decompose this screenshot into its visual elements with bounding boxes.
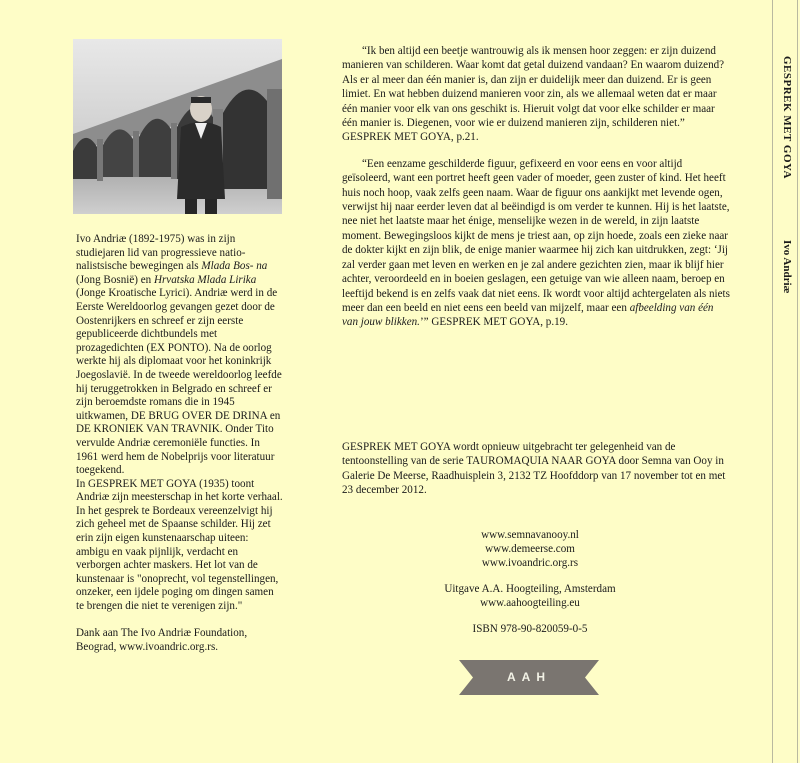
spine-divider-left: [772, 0, 773, 763]
quote-text: ’” GESPREK MET GOYA, p.19.: [419, 316, 568, 329]
bio-paragraph-1: [76, 233, 284, 478]
quote-2: [342, 157, 732, 330]
quote-text: “Een eenzame geschilderde figuur, gefixeerd en voor eens en voor altijd geïsoleerd, want een portret heeft geen vader of moeder, geen zuster of kind. Het heeft huis noch hoop, vaak zelfs geen naam. Waar de figuur ons aankijkt met levende ogen, verwijst hij naar eerder leven dat al beëindigd is om verder te kunnen. Hij is het laatste, nee niet het laatste maar het énige, menselijke wezen in de wereld, in zijn laatste moment. Bewegingsloos kijkt de mens je triest aan, op zijn hoede, zoals een zieke naar de dokter kijkt en zijn blik, de enige manier waarmee hij zich kan uitdrukken, zegt: ‘Jij zal verder gaan met leven en werken en je zal andere gezichten zien, maar ik blijf hier achter, veroordeeld en in boeien geslagen, een getuige van wie alleen naam, beroep en leeftijd bekend is en zelfs vaak dat niet eens. Ik wordt voor altijd achtergelaten als niets meer dan een beeld en niet eens een beeld van mijzelf, maar een: [342, 157, 730, 314]
link-semnavanooy[interactable]: www.semnavanooy.nl: [481, 529, 579, 541]
bio-paragraph-2: In GESPREK MET GOYA (1935) toont Andriæ zijn meesterschap in het korte verhaal. In het gesprek te Bordeaux vereenzelvigt hij zich geheel met de Spaanse schilder. Hij zet erin zijn eigen kunstenaarschap uiteen: ambigu en vaak pijnlijk, verdacht en verborgen achter maskers. Het lot van de kunstenaar is "onoprecht, vol tegenstellingen, onzeker, een ijdele poging om dingen samen te brengen die niet te verenigen zijn.": [76, 477, 283, 613]
spine-author: Ivo Andriæ: [781, 240, 793, 294]
bio-text: (Jong Bosnië) en: [76, 273, 154, 286]
quotes-column: [342, 44, 732, 330]
isbn: ISBN 978-90-820059-0-5: [472, 623, 588, 635]
credits-block: [410, 528, 650, 636]
spine-divider-right: [797, 0, 798, 763]
thanks-note: Dank aan The Ivo Andriæ Foundation, Beograd, www.ivoandric.org.rs.: [76, 627, 248, 653]
publisher-line: Uitgave A.A. Hoogteiling, Amsterdam: [444, 583, 616, 595]
quote-1: “Ik ben altijd een beetje wantrouwig als ik mensen hoor zeggen: er zijn duizend manieren van schilderen. Waar komt dat getal duizend vandaan? En waarom duizend? Als er al meer dan één manier is, dan zijn er duidelijk meer dan duizend. Er is geen limiet. En wat hebben duizend manieren voor zin, als we allemaal weten dat er maar één manier voor elk van ons geschikt is. Hieruit volgt dat voor elke schilder er maar één manier is. Diegenen, voor wie er duizend manieren zijn, schilderen niet.” GESPREK MET GOYA, p.21.: [342, 45, 725, 144]
quote-italic: afbeelding van één van jouw blikken.: [342, 301, 714, 329]
bio-italic-title: Hrvatska Mlada Lirika: [153, 273, 257, 286]
bio-text: (Jonge Kroatische Lyrici). Andriæ werd in de Eerste Wereldoorlog gevangen gezet door de Oostenrijkers en schreef er zijn eerste gepubliceerde dichtbundels met prozagedichten (EX PONTO). Na de oorlog werkte hij als diplomaat voor het koninkrijk Joegoslavië. In de tweede wereldoorlog leefde hij teruggetrokken in Belgrado en schreef er zijn beroemdste romans die in 1945 uitkwamen, DE BRUG OVER DE DRINA en DE KRONIEK VAN TRAVNIK. Onder Tito vervulde Andriæ ceremoniële functies. In 1961 werd hem de Nobelprijs voor literatuur toegekend.: [76, 287, 282, 477]
bio-italic-title: Mlada Bos- na: [201, 260, 268, 273]
spine-title: GESPREK MET GOYA: [781, 56, 793, 179]
logo-text: AAH: [507, 670, 551, 684]
author-biography: [76, 233, 284, 654]
author-photo: [73, 39, 282, 214]
link-ivoandric[interactable]: www.ivoandric.org.rs: [481, 557, 579, 569]
bio-text: Ivo Andriæ (1892-1975) was in zijn studiejaren lid van progressieve natio- nalistsische bewegingen als: [76, 233, 246, 273]
exhibition-info: GESPREK MET GOYA wordt opnieuw uitgebracht ter gelegenheid van de tentoonstelling van de serie TAUROMAQUIA NAAR GOYA door Semna van Ooy in Galerie De Meerse, Raadhuisplein 3, 2132 TZ Hoofddorp van 17 november tot en met 23 december 2012.: [342, 441, 726, 497]
link-demeerse[interactable]: www.demeerse.com: [485, 543, 575, 555]
link-aahoogteiling[interactable]: www.aahoogteiling.eu: [480, 597, 580, 609]
publisher-logo: [459, 660, 599, 695]
